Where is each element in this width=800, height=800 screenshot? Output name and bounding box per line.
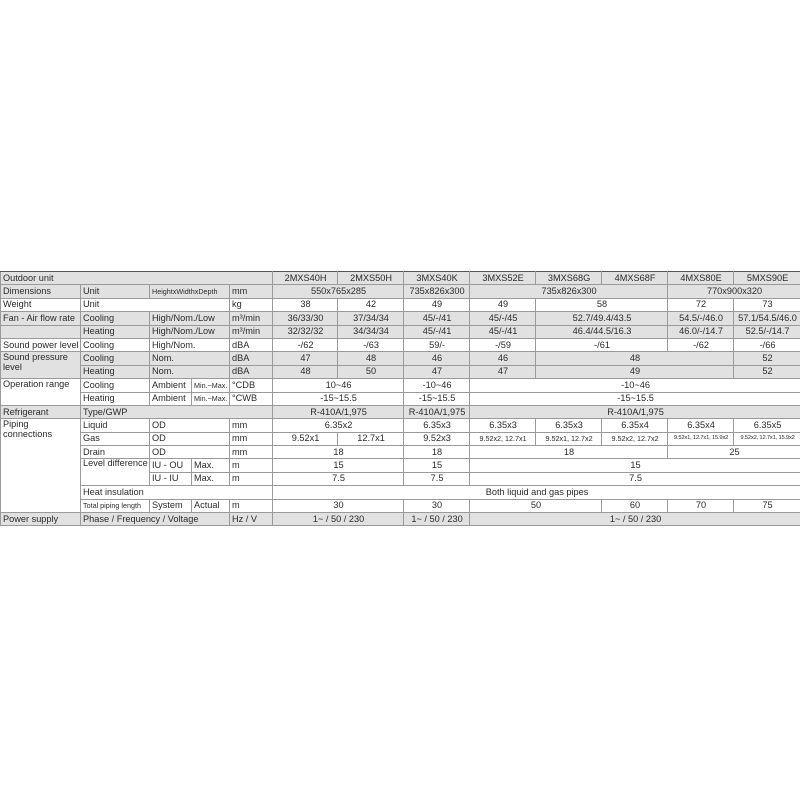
header-label: Outdoor unit [1,272,273,285]
cell-value: 7.5 [273,472,404,485]
refrigerant-row [1,405,800,418]
operation-cooling-row [1,379,800,392]
cell-value: 770x900x320 [668,285,800,298]
cell-value: 52 [734,352,800,365]
cell-value: 49 [470,298,536,311]
spec-table [0,271,800,526]
cell-value: 45/-/41 [404,312,470,325]
row-condition: High/Nom./Low [150,325,230,338]
cell-value: 52 [734,365,800,378]
row-unit: mm [230,285,273,298]
cell-value: 9.52x1, 12.7x2 [536,432,602,445]
cell-value: 15 [404,459,470,472]
cell-value: 58 [536,298,668,311]
cell-value: 48 [273,365,338,378]
cell-value: -15~15.5 [470,392,800,405]
cell-value: 550x765x285 [273,285,404,298]
weight-row [1,298,800,311]
sound-pressure-cooling-row [1,352,800,365]
row-label: Refrigerant [1,405,81,418]
cell-value: 50 [470,499,602,512]
row-condition-2: Min.~Max. [192,392,230,405]
row-condition: HeightxWidthxDepth [150,285,230,298]
cell-value: 49 [404,298,470,311]
cell-value: 18 [404,446,470,459]
piping-total-length-row [1,499,800,512]
piping-insulation-row [1,486,800,499]
row-unit: m [230,499,273,512]
row-sublabel: Cooling [81,352,150,365]
row-condition: IU - IU [150,472,192,485]
cell-value: Both liquid and gas pipes [273,486,800,499]
cell-value: 6.35x4 [668,419,734,432]
cell-value: 75 [734,499,800,512]
cell-value: 9.52x1, 12.7x1, 15.9x2 [668,432,734,445]
cell-value: 72 [668,298,734,311]
cell-value: -/62 [668,338,734,351]
row-condition: OD [150,432,230,445]
row-label: Weight [1,298,81,311]
cell-value: -/63 [338,338,404,351]
cell-value: 1~ / 50 / 230 [404,513,470,526]
piping-level-ou-row [1,459,800,472]
row-sublabel: Heating [81,325,150,338]
row-label: Sound power level [1,338,81,351]
row-sublabel: Liquid [81,419,150,432]
row-condition-2: Actual [192,499,230,512]
row-sublabel: Type/GWP [81,405,273,418]
cell-value: 1~ / 50 / 230 [470,513,800,526]
row-sublabel: Heating [81,365,150,378]
row-condition: Ambient [150,379,192,392]
row-condition: OD [150,419,230,432]
row-unit: dBA [230,338,273,351]
cell-value: 30 [404,499,470,512]
cell-value: 45/-/41 [470,325,536,338]
model-name: 2MXS50H [338,272,404,285]
row-label: Sound pressure level [1,352,81,379]
cell-value: -15~15.5 [273,392,404,405]
cell-value: 46 [404,352,470,365]
cell-value: 45/-/45 [470,312,536,325]
cell-value: 18 [470,446,668,459]
row-unit: dBA [230,365,273,378]
cell-value: 32/32/32 [273,325,338,338]
row-label: Piping connections [1,419,81,513]
cell-value: 6.35x4 [602,419,668,432]
row-sublabel: Level difference [81,459,150,486]
cell-value: 54.5/-/46.0 [668,312,734,325]
cell-value: 10~46 [273,379,404,392]
cell-value: 9.52x1 [273,432,338,445]
row-unit: kg [230,298,273,311]
cell-value: 735x826x300 [404,285,470,298]
row-unit: m³/min [230,325,273,338]
cell-value: 52.7/49.4/43.5 [536,312,668,325]
cell-value: 12.7x1 [338,432,404,445]
row-sublabel: Unit [81,298,230,311]
row-unit: m [230,459,273,472]
model-name: 3MXS40K [404,272,470,285]
row-condition: OD [150,446,230,459]
row-condition: Nom. [150,352,230,365]
cell-value: R-410A/1,975 [470,405,800,418]
row-label: Fan - Air flow rate [1,312,81,325]
cell-value: 47 [470,365,536,378]
fan-cooling-row [1,312,800,325]
row-sublabel: Cooling [81,312,150,325]
model-name: 5MXS90E [734,272,800,285]
row-sublabel: Total piping length [81,499,150,512]
cell-value: 59/- [404,338,470,351]
cell-value: 50 [338,365,404,378]
model-name: 2MXS40H [273,272,338,285]
row-sublabel: Cooling [81,379,150,392]
cell-value: 6.35x3 [470,419,536,432]
cell-value: -/59 [470,338,536,351]
cell-value: 70 [668,499,734,512]
model-name: 4MXS68F [602,272,668,285]
cell-value: 46.0/-/14.7 [668,325,734,338]
cell-value: 6.35x3 [404,419,470,432]
model-name: 4MXS80E [668,272,734,285]
sound-power-row [1,338,800,351]
cell-value: 735x826x300 [470,285,668,298]
row-condition-2: Min.~Max. [192,379,230,392]
cell-value: 9.52x2, 12.7x2 [602,432,668,445]
row-unit: °CDB [230,379,273,392]
row-label: Power supply [1,513,81,526]
cell-value: 46.4/44.5/16.3 [536,325,668,338]
row-sublabel: Drain [81,446,150,459]
cell-value: -/66 [734,338,800,351]
sound-pressure-heating-row [1,365,800,378]
row-sublabel: Heating [81,392,150,405]
cell-value: 30 [273,499,404,512]
cell-value: 48 [338,352,404,365]
cell-value: 49 [536,365,734,378]
row-unit: mm [230,446,273,459]
cell-value: 6.35x2 [273,419,404,432]
row-sublabel: Unit [81,285,150,298]
dimensions-row [1,285,800,298]
row-unit: Hz / V [230,513,273,526]
cell-value: 9.52x2, 12.7x1, 15.9x2 [734,432,800,445]
row-condition: System [150,499,192,512]
cell-value: 7.5 [404,472,470,485]
piping-liquid-row [1,419,800,432]
model-name: 3MXS52E [470,272,536,285]
cell-value: -/62 [273,338,338,351]
piping-gas-row [1,432,800,445]
power-supply-row [1,513,800,526]
cell-value: 6.35x5 [734,419,800,432]
row-condition-2: Max. [192,459,230,472]
row-label: Dimensions [1,285,81,298]
cell-value: -10~46 [404,379,470,392]
row-unit: m³/min [230,312,273,325]
cell-value: 37/34/34 [338,312,404,325]
cell-value: -15~15.5 [404,392,470,405]
cell-value: 38 [273,298,338,311]
header-row [1,272,800,285]
cell-value: 1~ / 50 / 230 [273,513,404,526]
cell-value: 18 [273,446,404,459]
cell-value: 25 [668,446,800,459]
piping-drain-row [1,446,800,459]
row-condition: High/Nom. [150,338,230,351]
row-sublabel: Heat insulation [81,486,273,499]
cell-value: 36/33/30 [273,312,338,325]
cell-value: 47 [404,365,470,378]
row-unit: m [230,472,273,485]
row-condition: IU - OU [150,459,192,472]
row-unit: dBA [230,352,273,365]
row-condition: Nom. [150,365,230,378]
cell-value: 73 [734,298,800,311]
cell-value: 6.35x3 [536,419,602,432]
cell-value: 46 [470,352,536,365]
cell-value: 45/-/41 [404,325,470,338]
row-unit: °CWB [230,392,273,405]
cell-value: 15 [273,459,404,472]
cell-value: 9.52x2, 12.7x1 [470,432,536,445]
cell-value: 48 [536,352,734,365]
row-condition: High/Nom./Low [150,312,230,325]
cell-value: R-410A/1,975 [404,405,470,418]
cell-value: 7.5 [470,472,800,485]
cell-value: 60 [602,499,668,512]
cell-value: 9.52x3 [404,432,470,445]
cell-value: 42 [338,298,404,311]
cell-value: 34/34/34 [338,325,404,338]
row-sublabel: Gas [81,432,150,445]
cell-value: 47 [273,352,338,365]
row-condition: Ambient [150,392,192,405]
model-name: 3MXS68G [536,272,602,285]
row-unit: mm [230,432,273,445]
row-sublabel: Cooling [81,338,150,351]
cell-value: 57.1/54.5/46.0 [734,312,800,325]
cell-value: -/61 [536,338,668,351]
row-unit: mm [230,419,273,432]
row-label: Operation range [1,379,81,406]
row-condition-2: Max. [192,472,230,485]
cell-value: R-410A/1,975 [273,405,404,418]
cell-value: 15 [470,459,800,472]
row-sublabel: Phase / Frequency / Voltage [81,513,230,526]
row-label-empty [1,325,81,338]
cell-value: 52.5/-/14.7 [734,325,800,338]
operation-heating-row [1,392,800,405]
cell-value: -10~46 [470,379,800,392]
fan-heating-row [1,325,800,338]
